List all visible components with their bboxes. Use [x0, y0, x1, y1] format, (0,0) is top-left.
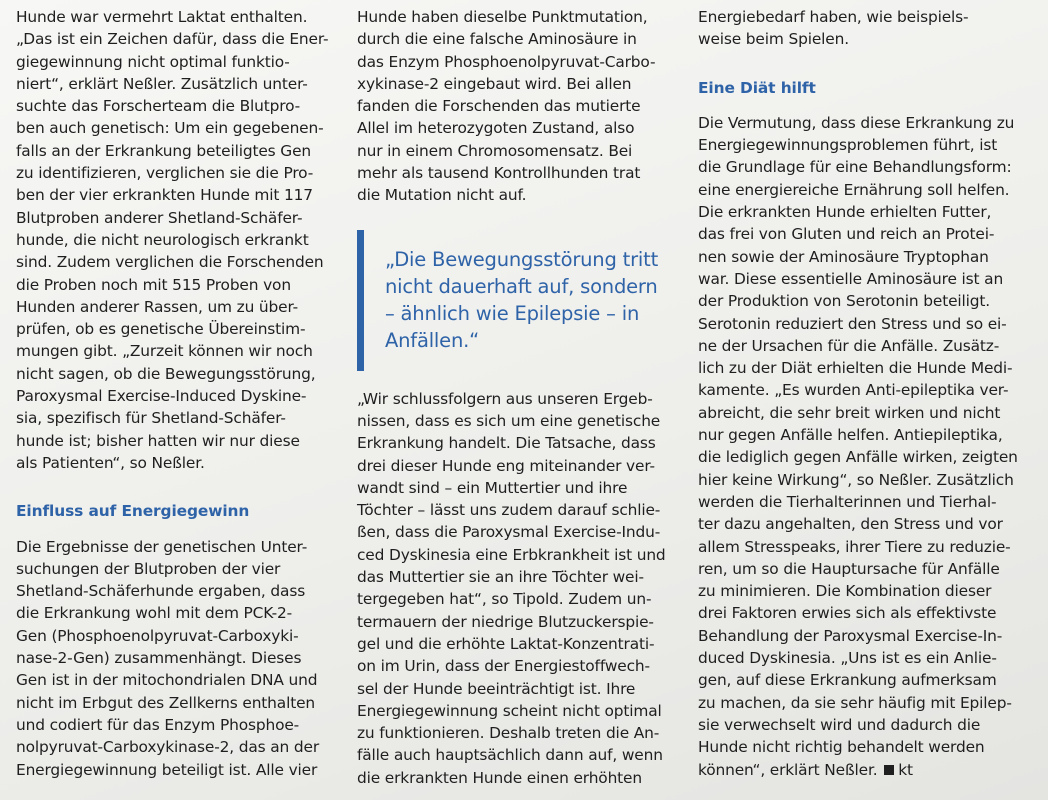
- text-line: zu funktionieren. Deshalb treten die An-: [357, 724, 660, 743]
- paragraph: [16, 536, 336, 781]
- text-line: das frei von Gluten und reich an Protei-: [698, 225, 995, 244]
- paragraph: [357, 388, 677, 789]
- text-line: Die Vermutung, dass diese Erkrankung zu: [698, 113, 1015, 132]
- paragraph: [698, 112, 1028, 781]
- text-line: Energiegewinnung scheint nicht optimal: [357, 701, 662, 720]
- text-line: ter dazu angehalten, den Stress und vor: [698, 515, 1003, 534]
- text-line: nur in einem Chromosomensatz. Bei: [357, 141, 633, 160]
- text-line: sia, spezifisch für Shetland-Schäfer-: [16, 409, 286, 428]
- text-line: fälle auch hauptsächlich dann auf, wenn: [357, 746, 663, 765]
- text-line: nen sowie der Aminosäure Tryptophan: [698, 247, 989, 266]
- paragraph: [16, 6, 336, 474]
- text-line: nicht dauerhaft auf, sondern: [385, 274, 658, 298]
- text-line: nur gegen Anfälle helfen. Antiepileptika,: [698, 426, 1003, 445]
- article-column-1: [16, 6, 336, 781]
- text-line: – ähnlich wie Epilepsie – in: [385, 301, 640, 325]
- text-line: lich zu der Diät erhielten die Hunde Medi-: [698, 359, 1013, 378]
- text-line: falls an der Erkrankung beteiligtes Gen: [16, 141, 311, 160]
- text-line: „Wir schlussfolgern aus unseren Ergeb-: [357, 389, 653, 408]
- text-line: der Produktion von Serotonin beteiligt.: [698, 292, 991, 311]
- text-line: die Mutation nicht auf.: [357, 186, 527, 205]
- section-heading: Eine Diät hilft: [698, 78, 816, 97]
- text-line: nissen, dass es sich um eine genetische: [357, 411, 661, 430]
- text-line: das Muttertier sie an ihre Töchter wei-: [357, 568, 644, 587]
- text-line: sie verwechselt wird und dadurch die: [698, 715, 981, 734]
- text-line: werden die Tierhalterinnen und Tierhal-: [698, 492, 997, 511]
- text-line: on im Urin, dass der Energiestoffwech-: [357, 657, 650, 676]
- text-line: war. Diese essentielle Aminosäure ist an: [698, 269, 1004, 288]
- text-line: allem Stresspeaks, ihrer Tiere zu reduzie-: [698, 537, 1011, 556]
- text-line: nicht sagen, ob die Bewegungsstörung,: [16, 364, 316, 383]
- text-line: suchungen der Blutproben der vier: [16, 559, 281, 578]
- text-line: Die erkrankten Hunde erhielten Futter,: [698, 203, 992, 222]
- pull-quote-text: [385, 246, 677, 354]
- text-line: die Erkrankung wohl mit dem PCK-2-: [16, 604, 293, 623]
- text-line: „Das ist ein Zeichen dafür, dass die Ener-: [16, 30, 329, 49]
- text-line: prüfen, ob es genetische Übereinstim-: [16, 320, 306, 339]
- text-line: sel der Hunde beeinträchtigt ist. Ihre: [357, 679, 636, 698]
- text-line: wandt sind – ein Muttertier und ihre: [357, 478, 628, 497]
- text-line: eine energiereiche Ernährung soll helfen.: [698, 180, 1010, 199]
- text-line: giegewinnung nicht optimal funktio-: [16, 52, 290, 71]
- text-line: ßen, dass die Paroxysmal Exercise-Indu-: [357, 523, 661, 542]
- text-line: Erkrankung handelt. Die Tatsache, dass: [357, 434, 656, 453]
- text-line: zu minimieren. Die Kombination dieser: [698, 582, 992, 601]
- text-line: ced Dyskinesia eine Erbkrankheit ist und: [357, 545, 666, 564]
- text-line: hunde, die nicht neurologisch erkrankt: [16, 230, 309, 249]
- text-line: sind. Zudem verglichen die Forschenden: [16, 253, 324, 272]
- text-line: kamente. „Es wurden Anti-epileptika ver-: [698, 381, 1009, 400]
- text-line: die lediglich gegen Anfälle wirken, zeigten: [698, 448, 1018, 467]
- text-line: Hunde war vermehrt Laktat enthalten.: [16, 8, 308, 26]
- text-line: „Die Bewegungsstörung tritt: [385, 247, 659, 271]
- text-line: mungen gibt. „Zurzeit können wir noch: [16, 342, 313, 361]
- text-line: mehr als tausend Kontrollhunden trat: [357, 164, 641, 183]
- text-line: zu machen, da sie sehr häufig mit Epilep-: [698, 693, 1012, 712]
- text-line: Hunde nicht richtig behandelt werden: [698, 738, 985, 757]
- text-line: weise beim Spielen.: [698, 30, 849, 49]
- text-line: drei dieser Hunde eng miteinander ver-: [357, 456, 655, 475]
- text-line: und codiert für das Enzym Phosphoe-: [16, 715, 300, 734]
- text-line: Behandlung der Paroxysmal Exercise-In-: [698, 626, 1003, 645]
- text-line: Töchter – lässt uns zudem darauf schlie-: [357, 501, 661, 520]
- text-line: Gen (Phosphoenolpyruvat-Carboxyki-: [16, 626, 299, 645]
- text-line: drei Faktoren erwies sich als effektivste: [698, 604, 997, 623]
- text-line: Die Ergebnisse der genetischen Unter-: [16, 537, 308, 556]
- text-line: hunde ist; bisher hatten wir nur diese: [16, 431, 300, 450]
- text-line: ren, um so die Hauptursache für Anfälle: [698, 559, 1000, 578]
- text-line: Anfällen.“: [385, 328, 480, 352]
- text-line: ben auch genetisch: Um ein gegebenen-: [16, 119, 324, 138]
- article-column-3: [698, 6, 1028, 781]
- text-line: können“, erklärt Neßler. kt: [698, 760, 913, 779]
- text-line: fanden die Forschenden das mutierte: [357, 97, 641, 116]
- text-line: nolpyruvat-Carboxykinase-2, das an der: [16, 738, 320, 757]
- text-line: Paroxysmal Exercise-Induced Dyskine-: [16, 387, 307, 406]
- text-line: xykinase-2 eingebaut wird. Bei allen: [357, 74, 632, 93]
- text-line: Gen ist in der mitochondrialen DNA und: [16, 671, 318, 690]
- text-line: nicht im Erbgut des Zellkerns enthalten: [16, 693, 316, 712]
- text-line: als Patienten“, so Neßler.: [16, 453, 205, 472]
- paragraph: [698, 6, 1028, 51]
- text-line: hier keine Wirkung“, so Neßler. Zusätzlich: [698, 470, 1014, 489]
- text-line: ben der vier erkrankten Hunde mit 117: [16, 186, 313, 205]
- text-line: Blutproben anderer Shetland-Schäfer-: [16, 208, 303, 227]
- text-line: Hunden anderer Rassen, um zu über-: [16, 297, 299, 316]
- text-line: Energiebedarf haben, wie beispiels-: [698, 8, 969, 26]
- article-column-2: [357, 6, 677, 789]
- paragraph: [357, 6, 677, 207]
- text-line: termauern der niedrige Blutzuckerspie-: [357, 612, 654, 631]
- text-line: Allel im heterozygoten Zustand, also: [357, 119, 635, 138]
- text-line: Serotonin reduziert den Stress und so ei-: [698, 314, 1007, 333]
- text-line: ne der Ursachen für die Anfälle. Zusätz-: [698, 336, 1000, 355]
- text-line: Hunde haben dieselbe Punktmutation,: [357, 8, 648, 26]
- text-line: die Grundlage für eine Behandlungsform:: [698, 158, 1012, 177]
- text-line: Energiegewinnung beteiligt ist. Alle vier: [16, 760, 318, 779]
- quote-bar: [357, 230, 364, 371]
- text-line: Energiegewinnungsproblemen führt, ist: [698, 136, 998, 155]
- text-line: gel und die erhöhte Laktat-Konzentrati-: [357, 634, 655, 653]
- text-line: die erkrankten Hunde einen erhöhten: [357, 768, 642, 787]
- section-heading: Einfluss auf Energiegewinn: [16, 502, 250, 521]
- text-line: abreicht, die sehr breit wirken und nicht: [698, 403, 1001, 422]
- text-line: gen, auf diese Erkrankung aufmerksam: [698, 671, 997, 690]
- text-line: das Enzym Phosphoenolpyruvat-Carbo-: [357, 52, 656, 71]
- text-line: tergegeben hat“, so Tipold. Zudem un-: [357, 590, 652, 609]
- text-line: die Proben noch mit 515 Proben von: [16, 275, 291, 294]
- text-line: Shetland-Schäferhunde ergaben, dass: [16, 582, 306, 601]
- pull-quote: [357, 230, 677, 362]
- text-line: nase-2-Gen) zusammenhängt. Dieses: [16, 649, 302, 668]
- end-mark-icon: [884, 765, 894, 775]
- text-line: durch die eine falsche Aminosäure in: [357, 30, 637, 49]
- text-line: niert“, erklärt Neßler. Zusätzlich unter-: [16, 74, 308, 93]
- author-initials: kt: [898, 760, 913, 779]
- text-line: suchte das Forscherteam die Blutpro-: [16, 97, 301, 116]
- text-line: zu identifizieren, verglichen sie die Pro-: [16, 164, 314, 183]
- text-line: duced Dyskinesia. „Uns ist es ein Anlie-: [698, 649, 997, 668]
